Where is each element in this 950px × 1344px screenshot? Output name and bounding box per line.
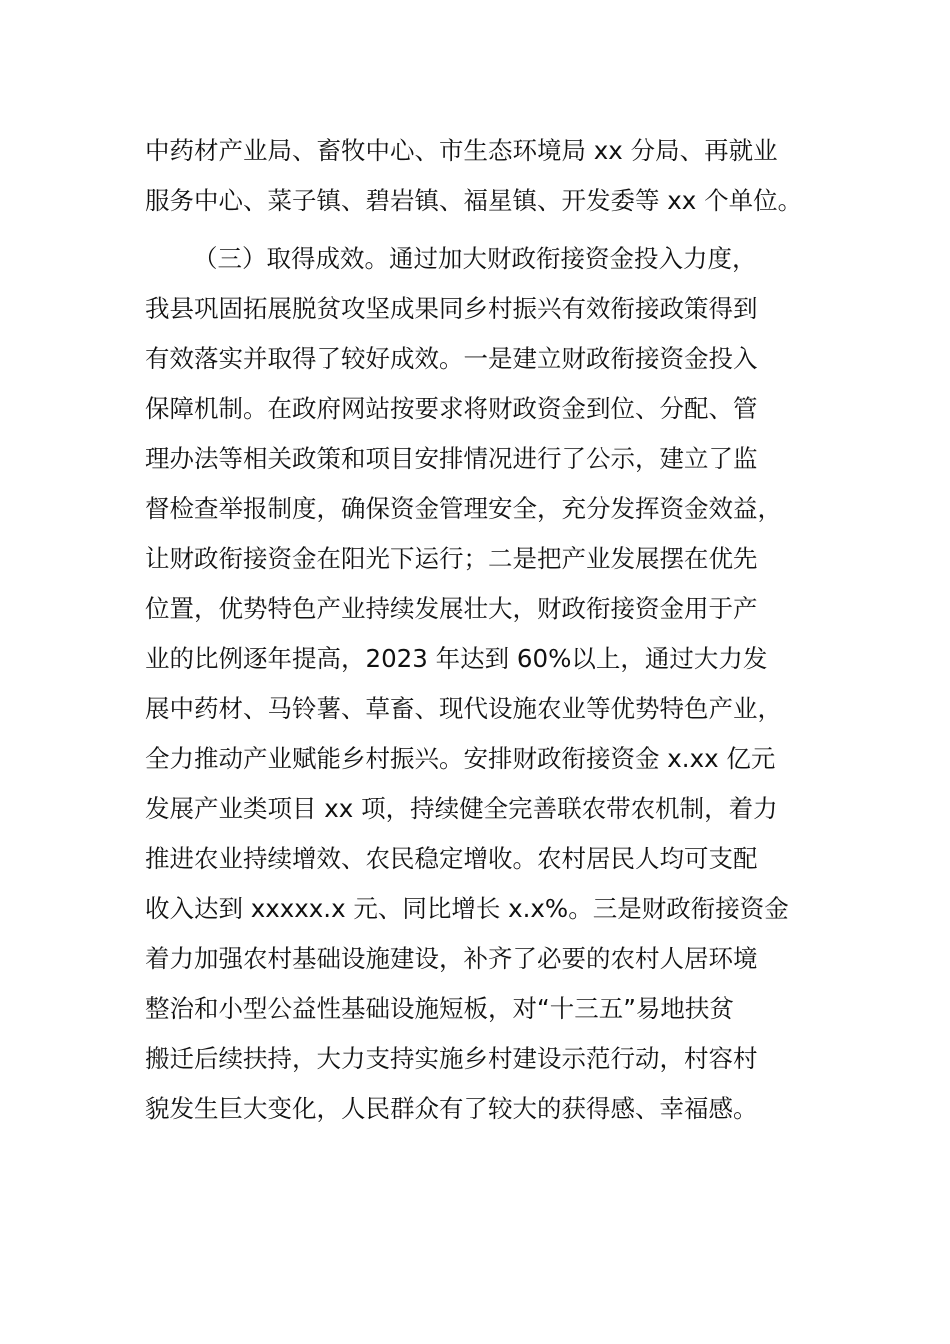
paragraph-achievements — [145, 234, 825, 1134]
text-line: 整治和小型公益性基础设施短板，对“十三五”易地扶贫 — [145, 994, 734, 1023]
text-line: 业的比例逐年提高，2023 年达到 60%以上，通过大力发 — [145, 644, 768, 673]
text-line: 收入达到 xxxxx.x 元、同比增长 x.x%。三是财政衔接资金 — [145, 894, 789, 923]
text-line: 位置，优势特色产业持续发展壮大，财政衔接资金用于产 — [145, 594, 758, 623]
section-heading-line: （三）取得成效。通过加大财政衔接资金投入力度， — [193, 244, 757, 273]
text-line: 我县巩固拓展脱贫攻坚成果同乡村振兴有效衔接政策得到 — [145, 294, 758, 323]
text-line: 展中药材、马铃薯、草畜、现代设施农业等优势特色产业， — [145, 694, 782, 723]
text-line: 有效落实并取得了较好成效。一是建立财政衔接资金投入 — [145, 344, 758, 373]
text-line: 着力加强农村基础设施建设，补齐了必要的农村人居环境 — [145, 944, 758, 973]
text-line: 貌发生巨大变化，人民群众有了较大的获得感、幸福感。 — [145, 1094, 758, 1123]
text-line: 理办法等相关政策和项目安排情况进行了公示，建立了监 — [145, 444, 758, 473]
text-line: 保障机制。在政府网站按要求将财政资金到位、分配、管 — [145, 394, 758, 423]
text-line: 推进农业持续增效、农民稳定增收。农村居民人均可支配 — [145, 844, 758, 873]
text-line: 发展产业类项目 xx 项，持续健全完善联农带农机制，着力 — [145, 794, 778, 823]
paragraph-units-list — [145, 126, 825, 226]
text-line: 服务中心、菜子镇、碧岩镇、福星镇、开发委等 xx 个单位。 — [145, 186, 803, 215]
text-line: 督检查举报制度，确保资金管理安全，充分发挥资金效益， — [145, 494, 782, 523]
text-line: 中药材产业局、畜牧中心、市生态环境局 xx 分局、再就业 — [145, 136, 778, 165]
text-line: 全力推动产业赋能乡村振兴。安排财政衔接资金 x.xx 亿元 — [145, 744, 776, 773]
text-line: 搬迁后续扶持，大力支持实施乡村建设示范行动，村容村 — [145, 1044, 758, 1073]
text-line: 让财政衔接资金在阳光下运行；二是把产业发展摆在优先 — [145, 544, 758, 573]
